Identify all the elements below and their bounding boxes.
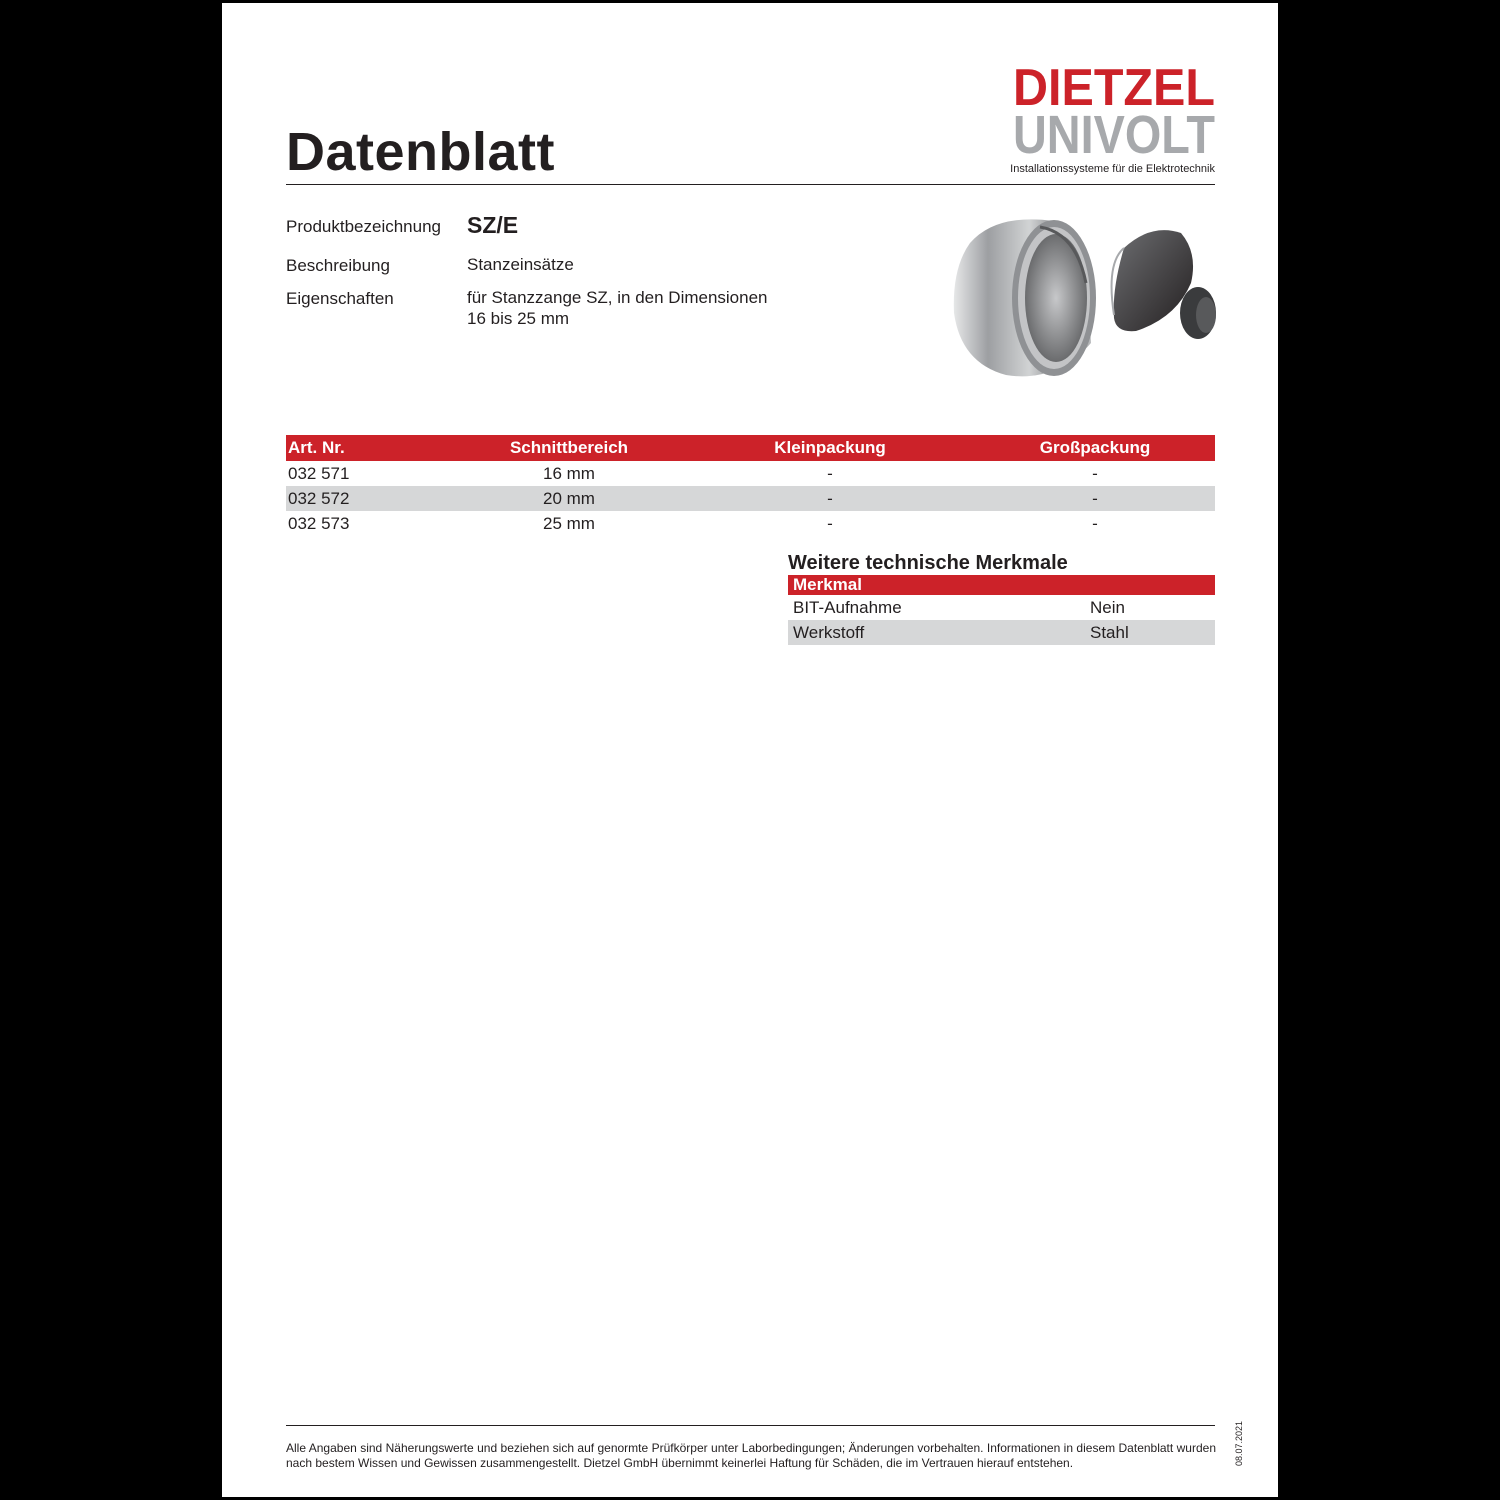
table-row <box>788 620 1215 645</box>
description-value: Stanzeinsätze <box>467 255 574 274</box>
properties-line-2: 16 bis 25 mm <box>467 309 570 328</box>
footer-disclaimer: Alle Angaben sind Näherungswerte und beziehen sich auf genormte Prüfkörper unter Laborbedingungen; Änderungen vorbehalten. Informationen in diesem Datenblatt wurden nach bestem Wissen und Gewissen zusammengestellt. Dietzel GmbH übernimmt keinerlei Haftung für Schäden, die im Vertrauen hierauf entstehen. <box>286 1441 1216 1470</box>
article-table-header <box>286 435 1215 461</box>
table-row <box>286 511 1215 536</box>
univolt-logo <box>1013 105 1216 165</box>
logo-tagline: Installationssysteme für die Elektrotechnik <box>1010 163 1215 175</box>
dietzel-logo <box>1013 59 1215 117</box>
header-divider <box>286 184 1215 185</box>
description-label: Beschreibung <box>286 256 390 275</box>
cell-schnittbereich: 25 mm <box>543 513 595 533</box>
cell-grosspackung: - <box>1092 463 1098 483</box>
header-art-nr: Art. Nr. <box>288 438 345 457</box>
properties-line-1: für Stanzzange SZ, in den Dimensionen <box>467 288 768 307</box>
product-name-value: SZ/E <box>467 212 519 238</box>
table-row <box>788 595 1215 620</box>
header-kleinpackung: Kleinpackung <box>774 438 886 457</box>
article-table <box>286 435 1215 536</box>
cell-kleinpackung: - <box>827 463 833 483</box>
cell-wert: Stahl <box>1090 622 1129 642</box>
cell-kleinpackung: - <box>827 513 833 533</box>
product-name-label: Produktbezeichnung <box>286 217 442 236</box>
cell-schnittbereich: 16 mm <box>543 463 595 483</box>
properties-label: Eigenschaften <box>286 289 394 308</box>
cell-merkmal: Werkstoff <box>793 622 865 642</box>
cell-kleinpackung: - <box>827 488 833 508</box>
header-schnittbereich: Schnittbereich <box>509 438 629 457</box>
cell-grosspackung: - <box>1092 513 1098 533</box>
cell-art-nr: 032 571 <box>288 463 350 483</box>
datasheet-page <box>222 3 1278 1497</box>
table-row <box>286 486 1215 511</box>
cell-merkmal: BIT-Aufnahme <box>793 597 902 617</box>
page-title: Datenblatt <box>286 122 556 182</box>
document-date: 08.07.2021 <box>1234 1420 1244 1466</box>
product-photo <box>936 203 1216 393</box>
cell-art-nr: 032 572 <box>288 488 350 508</box>
logo-line2-text: UNIVOLT <box>1013 105 1216 165</box>
tech-features-title: Weitere technische Merkmale <box>788 552 1068 574</box>
cell-art-nr: 032 573 <box>288 513 350 533</box>
logo-line1-text: DIETZEL <box>1013 59 1215 117</box>
tech-features-header: Merkmal <box>788 575 1215 595</box>
table-row <box>286 461 1215 486</box>
tech-features-table <box>788 575 1215 645</box>
properties-value <box>467 287 768 329</box>
cell-wert: Nein <box>1090 597 1125 617</box>
header-grosspackung: Großpackung <box>1039 438 1151 457</box>
cell-schnittbereich: 20 mm <box>543 488 595 508</box>
footer-divider <box>286 1425 1215 1426</box>
cell-grosspackung: - <box>1092 488 1098 508</box>
